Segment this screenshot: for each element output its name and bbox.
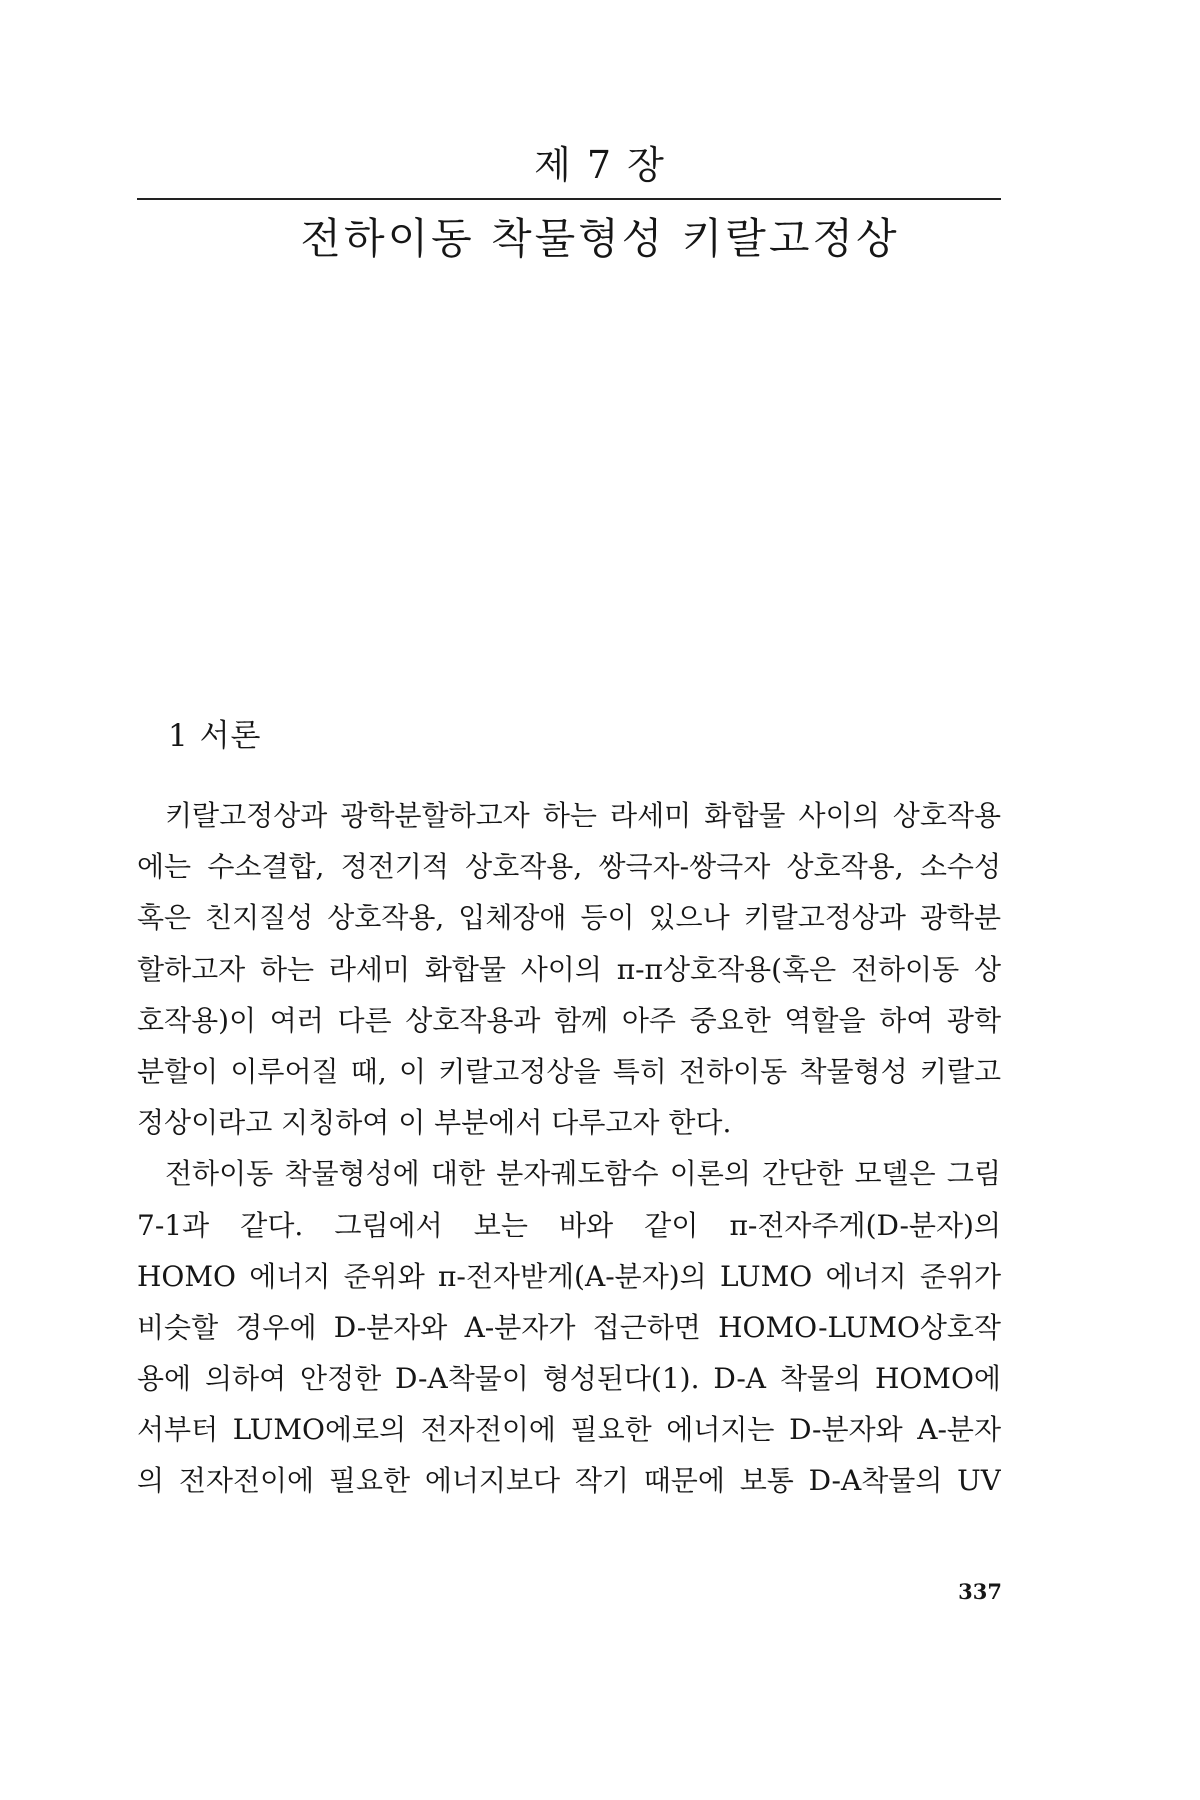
paragraph-line: 분할이 이루어질 때, 이 키랄고정상을 특히 전하이동 착물형성 키랄고 [137, 1054, 1001, 1088]
paragraph-line: 할하고자 하는 라세미 화합물 사이의 π-π상호작용(혹은 전하이동 상 [137, 952, 1001, 986]
chapter-divider [137, 198, 1001, 200]
paragraph-line: 정상이라고 지칭하여 이 부분에서 다루고자 한다. [137, 1106, 732, 1140]
page-number: 337 [958, 1579, 1002, 1604]
paragraph-line: 비슷할 경우에 D-분자와 A-분자가 접근하면 HOMO-LUMO상호작 [137, 1310, 1001, 1344]
chapter-title: 전하이동 착물형성 키랄고정상 [300, 214, 900, 263]
paragraph-line: 서부터 LUMO에로의 전자전이에 필요한 에너지는 D-분자와 A-분자 [137, 1413, 1001, 1447]
paragraph-line: 키랄고정상과 광학분할하고자 하는 라세미 화합물 사이의 상호작용 [165, 799, 1001, 832]
paragraph-line: HOMO 에너지 준위와 π-전자받게(A-분자)의 LUMO 에너지 준위가 [137, 1259, 1001, 1293]
paragraph-line: 전하이동 착물형성에 대한 분자궤도함수 이론의 간단한 모델은 그림 [165, 1157, 1001, 1191]
paragraph-line: 용에 의하여 안정한 D-A착물이 형성된다(1). D-A 착물의 HOMO에 [137, 1362, 1001, 1396]
paragraph-line: 의 전자전이에 필요한 에너지보다 작기 때문에 보통 D-A착물의 UV [137, 1464, 1001, 1498]
paragraph-line: 7-1과 같다. 그림에서 보는 바와 같이 π-전자주게(D-분자)의 [137, 1208, 1001, 1242]
paragraph-line: 혹은 친지질성 상호작용, 입체장애 등이 있으나 키랄고정상과 광학분 [137, 901, 1001, 935]
section-heading: 1 서론 [168, 718, 262, 754]
paragraph-line: 에는 수소결합, 정전기적 상호작용, 쌍극자-쌍극자 상호작용, 소수성 [137, 850, 1001, 884]
paragraph-line: 호작용)이 여러 다른 상호작용과 함께 아주 중요한 역할을 하여 광학 [137, 1003, 1001, 1037]
body-text [137, 790, 1001, 1507]
chapter-number: 제 7 장 [534, 143, 666, 187]
